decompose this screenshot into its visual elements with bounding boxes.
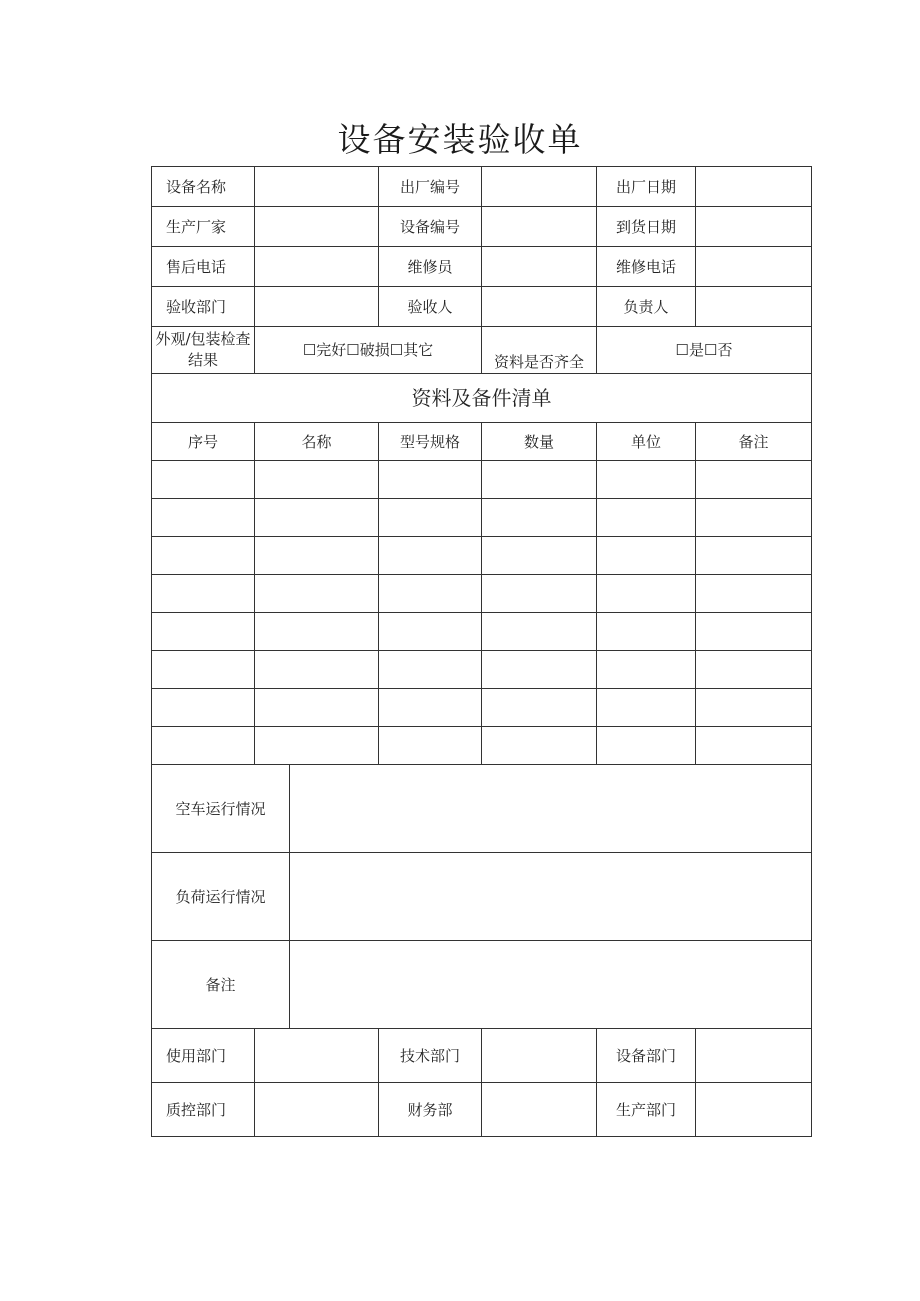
- parts-cell-r3-c6[interactable]: [695, 536, 812, 575]
- label-appearance-line2: 结果: [187, 351, 218, 369]
- parts-cell-r6-c4[interactable]: [481, 650, 597, 689]
- label-finance-dept: 财务部: [378, 1082, 482, 1137]
- parts-cell-r8-c1[interactable]: [151, 726, 255, 765]
- label-manufacturer: 生产厂家: [151, 206, 255, 247]
- field-equipment-no[interactable]: [481, 206, 597, 247]
- parts-cell-r2-c2[interactable]: [254, 498, 379, 537]
- parts-cell-r7-c6[interactable]: [695, 688, 812, 727]
- parts-cell-r2-c6[interactable]: [695, 498, 812, 537]
- field-maintainer[interactable]: [481, 246, 597, 287]
- parts-cell-r6-c3[interactable]: [378, 650, 482, 689]
- label-appearance-line1: 外观/包装检查: [155, 330, 251, 348]
- parts-cell-r4-c5[interactable]: [596, 574, 696, 613]
- field-arrival-date[interactable]: [695, 206, 812, 247]
- label-acceptance-dept: 验收部门: [151, 286, 255, 327]
- label-maintainer: 维修员: [378, 246, 482, 287]
- label-qc-dept: 质控部门: [151, 1082, 255, 1137]
- appearance-options[interactable]: ☐完好☐破损☐其它: [254, 326, 482, 374]
- label-equip-dept: 设备部门: [596, 1028, 696, 1083]
- parts-cell-r5-c6[interactable]: [695, 612, 812, 651]
- parts-cell-r2-c5[interactable]: [596, 498, 696, 537]
- yes-no-options[interactable]: ☐是☐否: [596, 326, 812, 374]
- parts-cell-r8-c2[interactable]: [254, 726, 379, 765]
- field-production-dept[interactable]: [695, 1082, 812, 1137]
- label-no-load-run: 空车运行情况: [151, 764, 290, 853]
- label-equipment-no: 设备编号: [378, 206, 482, 247]
- parts-cell-r7-c3[interactable]: [378, 688, 482, 727]
- label-appearance-check: [151, 326, 255, 374]
- parts-list-title: 资料及备件清单: [151, 373, 812, 423]
- parts-cell-r5-c5[interactable]: [596, 612, 696, 651]
- parts-cell-r5-c2[interactable]: [254, 612, 379, 651]
- field-equip-dept[interactable]: [695, 1028, 812, 1083]
- parts-cell-r5-c3[interactable]: [378, 612, 482, 651]
- parts-cell-r4-c2[interactable]: [254, 574, 379, 613]
- parts-cell-r6-c5[interactable]: [596, 650, 696, 689]
- parts-cell-r4-c3[interactable]: [378, 574, 482, 613]
- field-no-load-run[interactable]: [289, 764, 812, 853]
- label-maintenance-phone: 维修电话: [596, 246, 696, 287]
- parts-cell-r3-c1[interactable]: [151, 536, 255, 575]
- field-remarks[interactable]: [289, 940, 812, 1029]
- field-use-dept[interactable]: [254, 1028, 379, 1083]
- field-tech-dept[interactable]: [481, 1028, 597, 1083]
- parts-cell-r2-c1[interactable]: [151, 498, 255, 537]
- field-equipment-name[interactable]: [254, 166, 379, 207]
- field-manufacturer[interactable]: [254, 206, 379, 247]
- field-acceptor[interactable]: [481, 286, 597, 327]
- field-after-sales-phone[interactable]: [254, 246, 379, 287]
- col-header-quantity: 数量: [481, 422, 597, 461]
- label-person-in-charge: 负责人: [596, 286, 696, 327]
- parts-cell-r7-c2[interactable]: [254, 688, 379, 727]
- parts-cell-r1-c6[interactable]: [695, 460, 812, 499]
- parts-cell-r6-c2[interactable]: [254, 650, 379, 689]
- label-docs-complete: 资料是否齐全: [481, 326, 597, 374]
- parts-cell-r3-c3[interactable]: [378, 536, 482, 575]
- label-load-run: 负荷运行情况: [151, 852, 290, 941]
- parts-cell-r1-c2[interactable]: [254, 460, 379, 499]
- field-person-in-charge[interactable]: [695, 286, 812, 327]
- field-load-run[interactable]: [289, 852, 812, 941]
- parts-cell-r8-c6[interactable]: [695, 726, 812, 765]
- col-header-remarks: 备注: [695, 422, 812, 461]
- parts-cell-r4-c1[interactable]: [151, 574, 255, 613]
- col-header-name: 名称: [254, 422, 379, 461]
- parts-cell-r7-c5[interactable]: [596, 688, 696, 727]
- label-production-dept: 生产部门: [596, 1082, 696, 1137]
- parts-cell-r1-c4[interactable]: [481, 460, 597, 499]
- field-maintenance-phone[interactable]: [695, 246, 812, 287]
- field-qc-dept[interactable]: [254, 1082, 379, 1137]
- parts-cell-r1-c3[interactable]: [378, 460, 482, 499]
- parts-cell-r7-c1[interactable]: [151, 688, 255, 727]
- label-tech-dept: 技术部门: [378, 1028, 482, 1083]
- label-acceptor: 验收人: [378, 286, 482, 327]
- label-equipment-name: 设备名称: [151, 166, 255, 207]
- parts-cell-r3-c5[interactable]: [596, 536, 696, 575]
- parts-cell-r2-c3[interactable]: [378, 498, 482, 537]
- field-acceptance-dept[interactable]: [254, 286, 379, 327]
- field-factory-date[interactable]: [695, 166, 812, 207]
- parts-cell-r6-c6[interactable]: [695, 650, 812, 689]
- field-finance-dept[interactable]: [481, 1082, 597, 1137]
- parts-cell-r7-c4[interactable]: [481, 688, 597, 727]
- parts-cell-r5-c4[interactable]: [481, 612, 597, 651]
- form-title: 设备安装验收单: [337, 120, 583, 159]
- label-use-dept: 使用部门: [151, 1028, 255, 1083]
- label-after-sales-phone: 售后电话: [151, 246, 255, 287]
- parts-cell-r2-c4[interactable]: [481, 498, 597, 537]
- parts-cell-r3-c4[interactable]: [481, 536, 597, 575]
- label-factory-date: 出厂日期: [596, 166, 696, 207]
- parts-cell-r8-c3[interactable]: [378, 726, 482, 765]
- parts-cell-r8-c4[interactable]: [481, 726, 597, 765]
- label-arrival-date: 到货日期: [596, 206, 696, 247]
- parts-cell-r8-c5[interactable]: [596, 726, 696, 765]
- parts-cell-r6-c1[interactable]: [151, 650, 255, 689]
- parts-cell-r3-c2[interactable]: [254, 536, 379, 575]
- parts-cell-r4-c6[interactable]: [695, 574, 812, 613]
- parts-cell-r5-c1[interactable]: [151, 612, 255, 651]
- label-factory-no: 出厂编号: [378, 166, 482, 207]
- label-remarks: 备注: [151, 940, 290, 1029]
- parts-cell-r1-c5[interactable]: [596, 460, 696, 499]
- field-factory-no[interactable]: [481, 166, 597, 207]
- col-header-unit: 单位: [596, 422, 696, 461]
- col-header-model: 型号规格: [378, 422, 482, 461]
- col-header-index: 序号: [151, 422, 255, 461]
- parts-cell-r1-c1[interactable]: [151, 460, 255, 499]
- parts-cell-r4-c4[interactable]: [481, 574, 597, 613]
